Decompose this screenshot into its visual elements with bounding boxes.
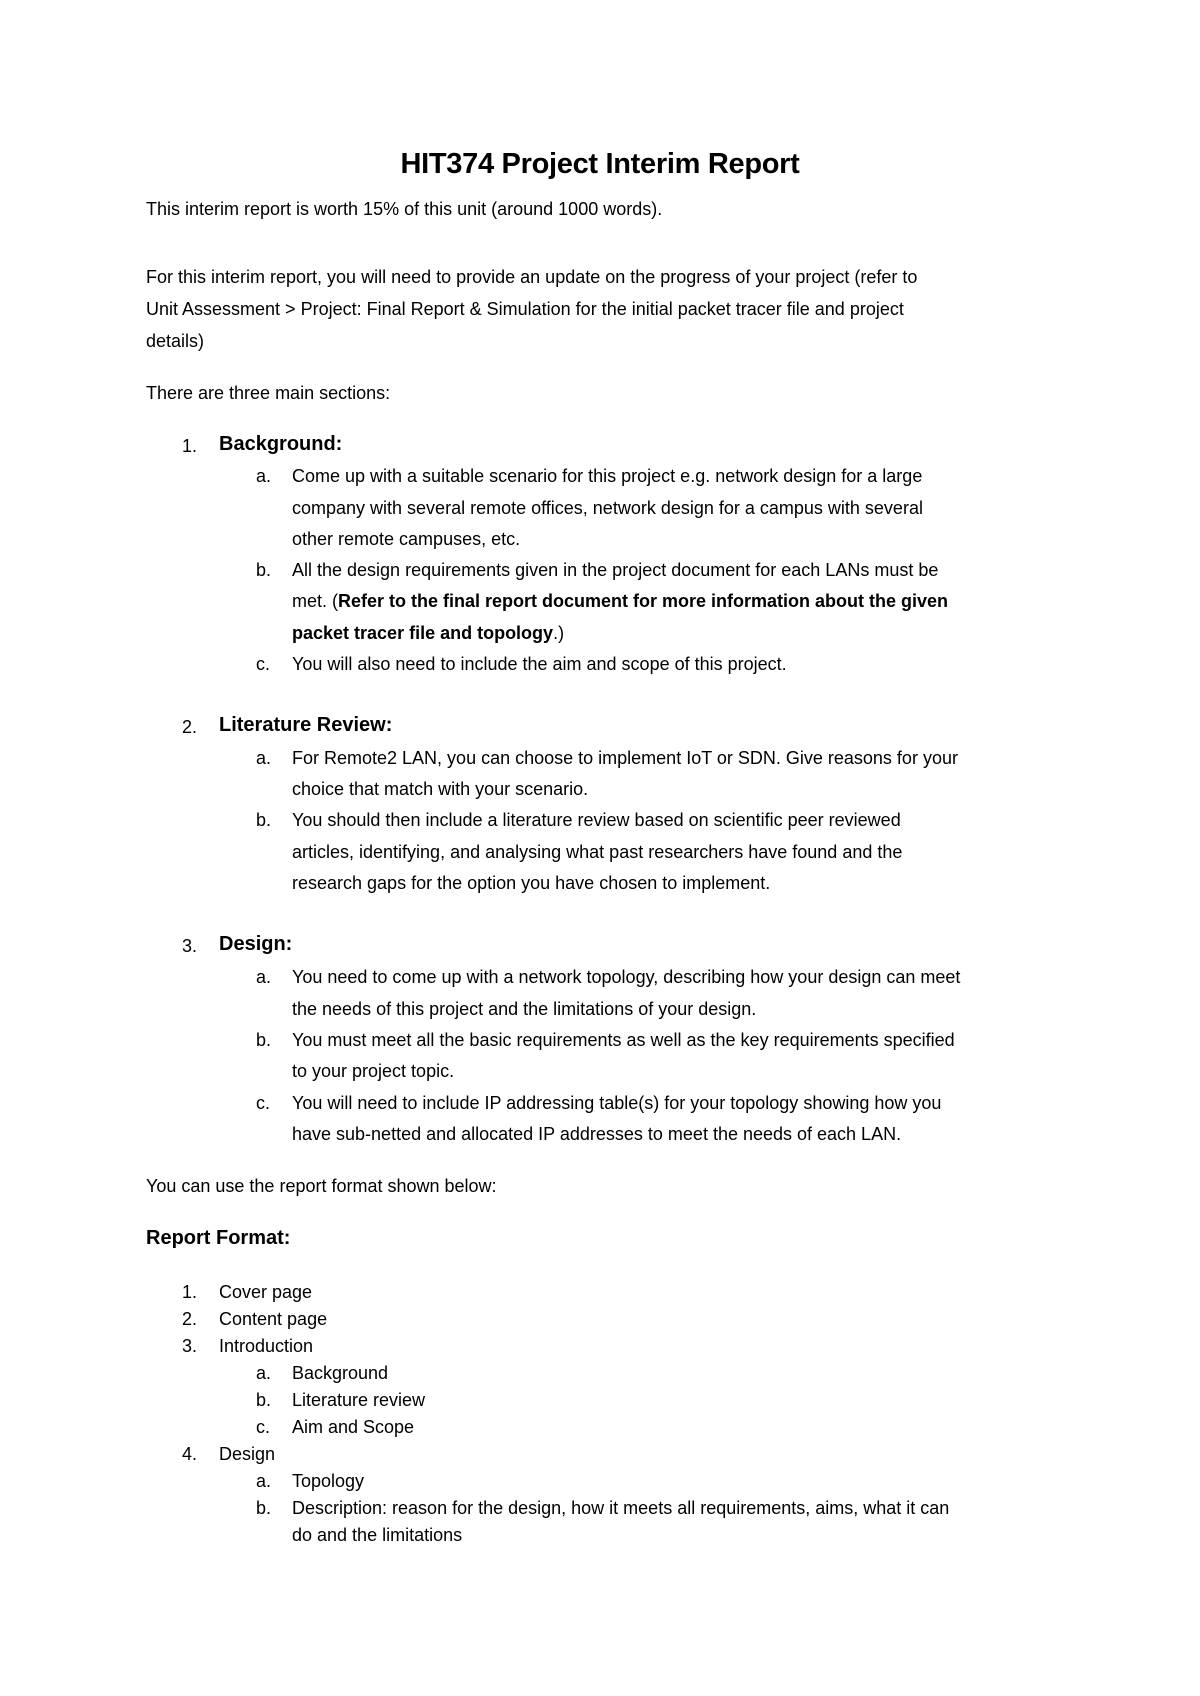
- item-line: For Remote2 LAN, you can choose to implement IoT or SDN. Give reasons for your: [292, 748, 958, 768]
- item-line: You need to come up with a network topology, describing how your design can meet: [292, 967, 961, 987]
- format-sub-item: Aim and Scope: [292, 1417, 415, 1437]
- item-line: articles, identifying, and analysing what past researchers have found and the: [292, 842, 903, 862]
- item-line: research gaps for the option you have chosen to implement.: [292, 873, 771, 893]
- section-heading-background: Background:: [219, 433, 343, 455]
- format-number: 1.: [182, 1282, 198, 1302]
- item-line: the needs of this project and the limitations of your design.: [292, 999, 757, 1019]
- intro2-line: Unit Assessment > Project: Final Report & Simulation for the initial packet tracer file and project: [146, 299, 904, 319]
- intro2-line: For this interim report, you will need to provide an update on the progress of your project (refer to: [146, 267, 918, 287]
- item-letter: b.: [256, 560, 272, 580]
- item-line: [292, 589, 948, 613]
- item-letter: b.: [256, 1030, 272, 1050]
- format-number: 3.: [182, 1336, 198, 1356]
- format-sub-letter: a.: [256, 1363, 272, 1383]
- item-line: other remote campuses, etc.: [292, 529, 521, 549]
- format-sub-item: do and the limitations: [292, 1525, 463, 1545]
- item-text: met. (: [292, 591, 339, 611]
- page-title: HIT374 Project Interim Report: [400, 148, 800, 180]
- emphasis-text: Refer to the final report document for more information about the given: [338, 591, 949, 611]
- section-number: 3.: [182, 936, 198, 956]
- format-sub-letter: a.: [256, 1471, 272, 1491]
- item-line: You must meet all the basic requirements as well as the key requirements specified: [292, 1030, 955, 1050]
- section-heading-design: Design:: [219, 933, 293, 955]
- format-item: Content page: [219, 1309, 328, 1329]
- format-number: 2.: [182, 1309, 198, 1329]
- format-sub-letter: b.: [256, 1390, 272, 1410]
- emphasis-text: packet tracer file and topology: [292, 623, 554, 643]
- item-letter: a.: [256, 967, 272, 987]
- item-letter: c.: [256, 1093, 271, 1113]
- format-sub-item: Background: [292, 1363, 389, 1383]
- item-line: to your project topic.: [292, 1061, 455, 1081]
- sections-intro: There are three main sections:: [146, 383, 391, 403]
- section-heading-literature-review: Literature Review:: [219, 714, 393, 736]
- format-number: 4.: [182, 1444, 198, 1464]
- section-number: 2.: [182, 717, 198, 737]
- intro-paragraph: This interim report is worth 15% of this unit (around 1000 words).: [146, 199, 663, 219]
- report-format-heading: Report Format:: [146, 1227, 291, 1249]
- section-number: 1.: [182, 436, 198, 456]
- item-letter: b.: [256, 810, 272, 830]
- format-sub-item: Literature review: [292, 1390, 426, 1410]
- format-sub-item: Topology: [292, 1471, 365, 1491]
- item-text: .): [553, 623, 565, 643]
- format-sub-letter: b.: [256, 1498, 272, 1518]
- format-sub-item: Description: reason for the design, how it meets all requirements, aims, what it can: [292, 1498, 950, 1518]
- item-letter: c.: [256, 654, 271, 674]
- item-line: company with several remote offices, network design for a campus with several: [292, 498, 923, 518]
- format-item: Cover page: [219, 1282, 313, 1302]
- item-line: choice that match with your scenario.: [292, 779, 589, 799]
- item-line: Come up with a suitable scenario for this project e.g. network design for a large: [292, 466, 923, 486]
- intro2-line: details): [146, 331, 205, 351]
- format-item: Introduction: [219, 1336, 314, 1356]
- format-item: Design: [219, 1444, 276, 1464]
- item-line: All the design requirements given in the project document for each LANs must be: [292, 560, 939, 580]
- item-line: You will need to include IP addressing table(s) for your topology showing how you: [292, 1093, 942, 1113]
- item-line: You will also need to include the aim and scope of this project.: [292, 654, 787, 674]
- item-letter: a.: [256, 748, 272, 768]
- item-line: [292, 621, 564, 645]
- format-intro: You can use the report format shown below:: [146, 1176, 497, 1196]
- item-line: You should then include a literature review based on scientific peer reviewed: [292, 810, 901, 830]
- format-sub-letter: c.: [256, 1417, 271, 1437]
- item-line: have sub-netted and allocated IP addresses to meet the needs of each LAN.: [292, 1124, 902, 1144]
- item-letter: a.: [256, 466, 272, 486]
